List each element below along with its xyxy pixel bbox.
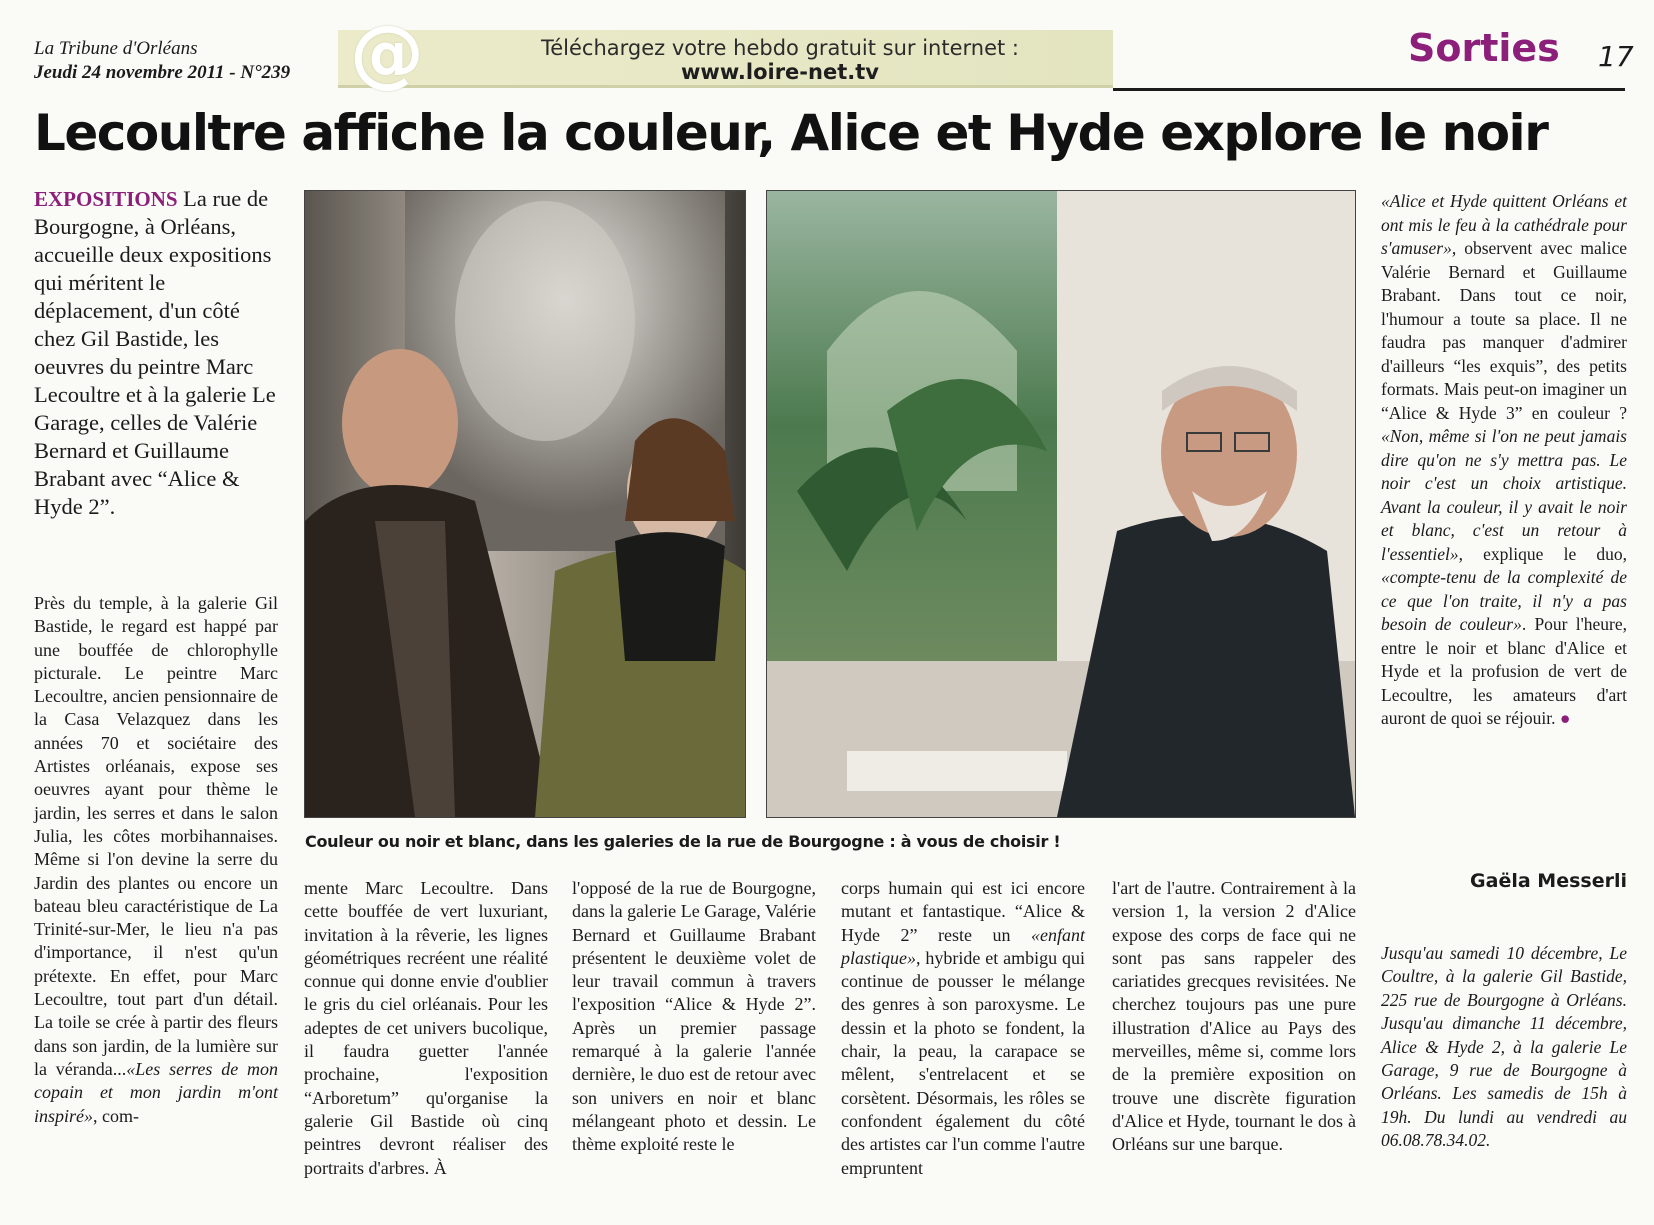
header-rule [1113,88,1625,91]
col6-text-2: , explique le duo, [1458,543,1627,564]
lead-text: La rue de Bourgogne, à Orléans, accueille deux expositions qui méritent le déplacement, d'un côté chez Gil Bastide, les oeuvres du peintre Marc Lecoultre et à la galerie Le Garage, celles de Valérie Bernard et Guillaume Brabant avec “Alice & Hyde 2”. [34,186,276,519]
issue-date: Jeudi 24 novembre 2011 - N°239 [34,62,291,83]
col6-text-1: , observent avec malice Valérie Bernard et Guillaume Brabant. Dans tout ce noir, l'humour a toute sa place. Il ne faudra pas manquer d'admirer d'ailleurs “les exquis”, des petits formats. Mais peut-on imaginer un “Alice & Hyde 3” en couleur ? [1381,238,1627,423]
col6-quote-3: «compte-tenu de la complexité de ce que l'on traite, il n'y a pas besoin de couleur» [1381,567,1627,634]
exhibition-info: Jusqu'au samedi 10 décembre, Le Coultre, à la galerie Gil Bastide, 225 rue de Bourgogne à Orléans. Jusqu'au dimanche 11 décembre, Alice & Hyde 2, à la galerie Le Garage, 9 rue de Bourgogne à Orléans. Les samedis de 15h à 19h. Du lundi au vendredi au 06.08.78.34.02. [1381,943,1627,1151]
photo-illustration [305,191,745,817]
col1-text-end: , com- [93,1105,139,1126]
publication-name: La Tribune d'Orléans [34,38,198,59]
col4-text-end: , hybride et ambigu qui continue de pousser le mélange des genres à son paroxysme. Le dessin et la photo se fondent, la chair, la peau, la carapace se mêlent, s'entrelacent et se corsètent. Désormais, les rôles se confondent également du côté des artistes car l'un comme l'autre empruntent [841,947,1085,1178]
column-3: l'opposé de la rue de Bourgogne, dans la galerie Le Garage, Valérie Bernard et Guillaume Brabant présentent le deuxième volet de leur travail commun à travers l'exposition “Alice & Hyde 2”. Après un premier passage remarqué à la galerie l'année dernière, le duo est de retour avec son univers en noir et blanc mélangeant photo et dessin. Le thème exploité reste le [572,878,816,1155]
column-4 [841,877,1085,1180]
at-sign-logo: @ [350,10,424,96]
section-label: Sorties [1408,26,1560,70]
photo-caption: Couleur ou noir et blanc, dans les galeries de la rue de Bourgogne : à vous de choisir ! [305,832,1061,851]
col6-quote-1: «Alice et Hyde quittent Orléans et ont mis le feu à la cathédrale pour s'amuser» [1381,191,1627,258]
photo-illustration-2 [767,191,1355,817]
end-mark-icon: ● [1559,708,1571,728]
article-lead [34,185,282,521]
page-number: 17 [1598,40,1634,73]
author-byline: Gaëla Messerli [1470,870,1627,892]
banner-text: Téléchargez votre hebdo gratuit sur internet : [540,36,1020,60]
col4-text: corps humain qui est ici encore mutant et fantastique. “Alice & Hyde 2” reste un [841,878,1085,945]
photo-gallery-man-with-painting [766,190,1356,818]
column-2: mente Marc Lecoultre. Dans cette bouffée de vert luxuriant, invitation à la rêverie, les lignes géométriques recréent une réalité connue qui donne envie d'oublier le gris du ciel orléanais. Pour les adeptes de cet univers bucolique, il faudra guetter l'année prochaine, l'exposition “Arboretum” qu'organise la galerie Gil Bastide où cinq peintres devront réaliser des portraits d'arbres. À [304,878,548,1178]
banner-url[interactable]: www.loire-net.tv [681,60,879,84]
col1-quote: «Les serres de mon copain et mon jardin m'ont inspiré» [34,1058,279,1126]
article-headline: Lecoultre affiche la couleur, Alice et Hyde explore le noir [34,104,1548,162]
kicker: EXPOSITIONS [34,187,178,211]
col4-quote: «enfant plastique» [841,924,1085,968]
column-5: l'art de l'autre. Contrairement à la version 1, la version 2 d'Alice expose des corps de face qui ne sont pas sans rappeler des cariatides grecques revisitées. Ne cherchez toujours pas une pure illustration d'Alice au Pays des merveilles, même si, comme lors de la première exposition on trouve une discrète figuration d'Alice et Hyde, tournant le dos à Orléans sur une barque. [1112,878,1356,1155]
column-6 [1381,190,1627,731]
photo-marc-lecoultre-and-visitor [304,190,746,818]
col1-text: Près du temple, à la galerie Gil Bastide, le regard est happé par une bouffée de chlorophylle picturale. Le peintre Marc Lecoultre, ancien pensionnaire de la Casa Velazquez dans les années 70 et sociétaire des Artistes orléanais, expose ses oeuvres ayant pour thème le jardin, les serres et dans le salon Julia, les côtes morbihannaises. Même si l'on devine la serre du Jardin des plantes ou encore un bateau bleu caractéristique de La Trinité-sur-Mer, le lieu n'a pas d'importance, il n'est qu'un prétexte. En effet, pour Marc Lecoultre, tout part d'un détail. La toile se crée à partir des fleurs dans son jardin, de la lumière sur la véranda... [34,593,278,1079]
col6-quote-2: «Non, même si l'on ne peut jamais dire qu'on ne s'y mettra pas. Le noir c'est un choix artistique. Avant la couleur, il y avait le noir et blanc, c'est un retour à l'essentiel» [1381,426,1627,564]
column-1 [34,592,278,1128]
col6-text-3: . Pour l'heure, entre le noir et blanc d'Alice et Hyde et la profusion de vert de Lecoultre, les amateurs d'art auront de quoi se réjouir. [1381,614,1627,728]
